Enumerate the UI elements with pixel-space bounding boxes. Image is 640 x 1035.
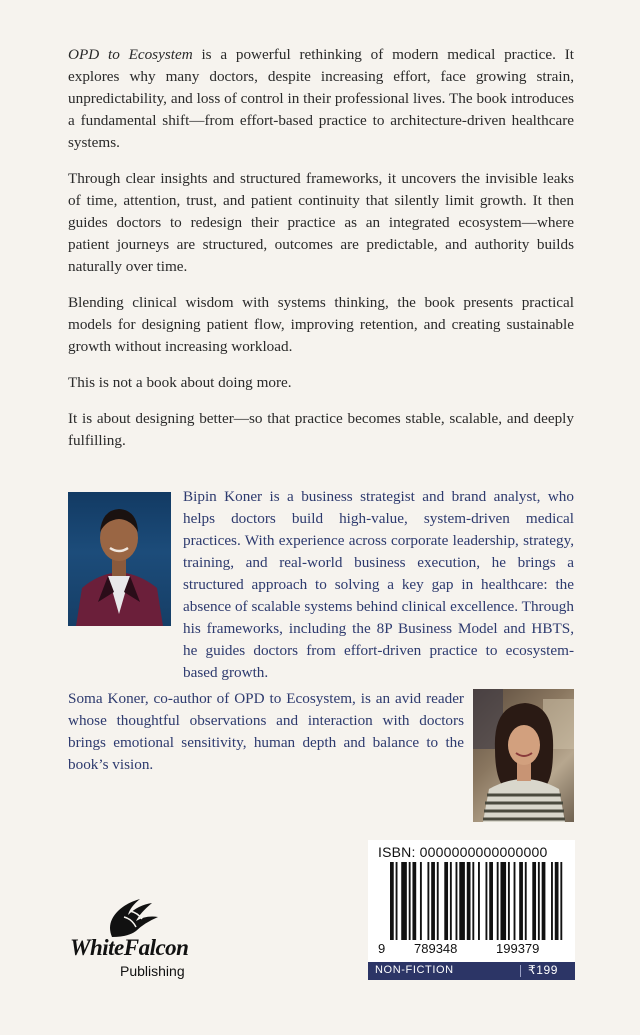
blurb-paragraph-2: Through clear insights and structured frameworks, it uncovers the invisible leaks of time, attention, trust, and patient continuity that silently limit growth. It then guides doctors to redesign their practice as an integrated ecosystem—where patient journeys are structured, outcomes are predictable, and authority builds naturally over time. — [68, 170, 574, 275]
barcode-icon — [390, 862, 566, 940]
price-band — [368, 962, 575, 980]
barcode-box — [368, 840, 575, 962]
publisher-name: WhiteFalcon — [70, 935, 189, 960]
blurb-paragraph-1-text: is a powerful rethinking of modern medical practice. It explores why many doctors, despite increasing effort, face growing strain, unpredictability, and loss of control in their professional lives. The book introduces a fundamental shift—from effort-based practice to architecture-driven healthcare systems. — [68, 46, 574, 151]
person-portrait-icon — [68, 492, 171, 626]
genre-label: NON-FICTION — [375, 964, 454, 976]
barcode-digits-left: 789348 — [414, 941, 458, 956]
publisher-logo — [66, 893, 216, 988]
author-bio-soma: Soma Koner, co-author of OPD to Ecosystem, is an avid reader whose thoughtful observations and interaction with doctors brings emotional sensitivity, human depth and balance to the book’s vision. — [68, 690, 464, 773]
publisher-sub: Publishing — [120, 963, 185, 979]
blurb-paragraph-5: It is about designing better—so that practice becomes stable, scalable, and deeply fulfilling. — [68, 410, 574, 449]
blurb-paragraph-1 — [68, 44, 574, 154]
book-blurb — [68, 44, 574, 466]
blurb-paragraph-3: Blending clinical wisdom with systems thinking, the book presents practical models for designing patient flow, improving retention, and creating sustainable growth without increasing workload. — [68, 294, 574, 355]
author-photo-bipin — [68, 492, 171, 626]
barcode-digit-lead: 9 — [378, 941, 386, 956]
person-portrait-icon — [473, 689, 574, 822]
book-title-inline: OPD to Ecosystem — [68, 46, 193, 63]
blurb-paragraph-4: This is not a book about doing more. — [68, 374, 292, 391]
price-label: ₹199 — [528, 963, 559, 977]
author-bio-bipin: Bipin Koner is a business strategist and brand analyst, who helps doctors build high-value, system-driven medical practices. With experience across corporate leadership, strategy, training, and real-world business execution, he brings a structured approach to solving a key gap in healthcare: the absence of scalable systems behind clinical excellence. Through his frameworks, including the 8P Business Model and HBTS, he guides doctors from effort-driven practice to ecosystem-based growth. — [183, 488, 574, 681]
price-divider — [520, 965, 521, 977]
isbn-label: ISBN: 0000000000000000 — [378, 844, 548, 860]
author-photo-soma — [473, 689, 574, 822]
barcode-digits-right: 199379 — [496, 941, 540, 956]
